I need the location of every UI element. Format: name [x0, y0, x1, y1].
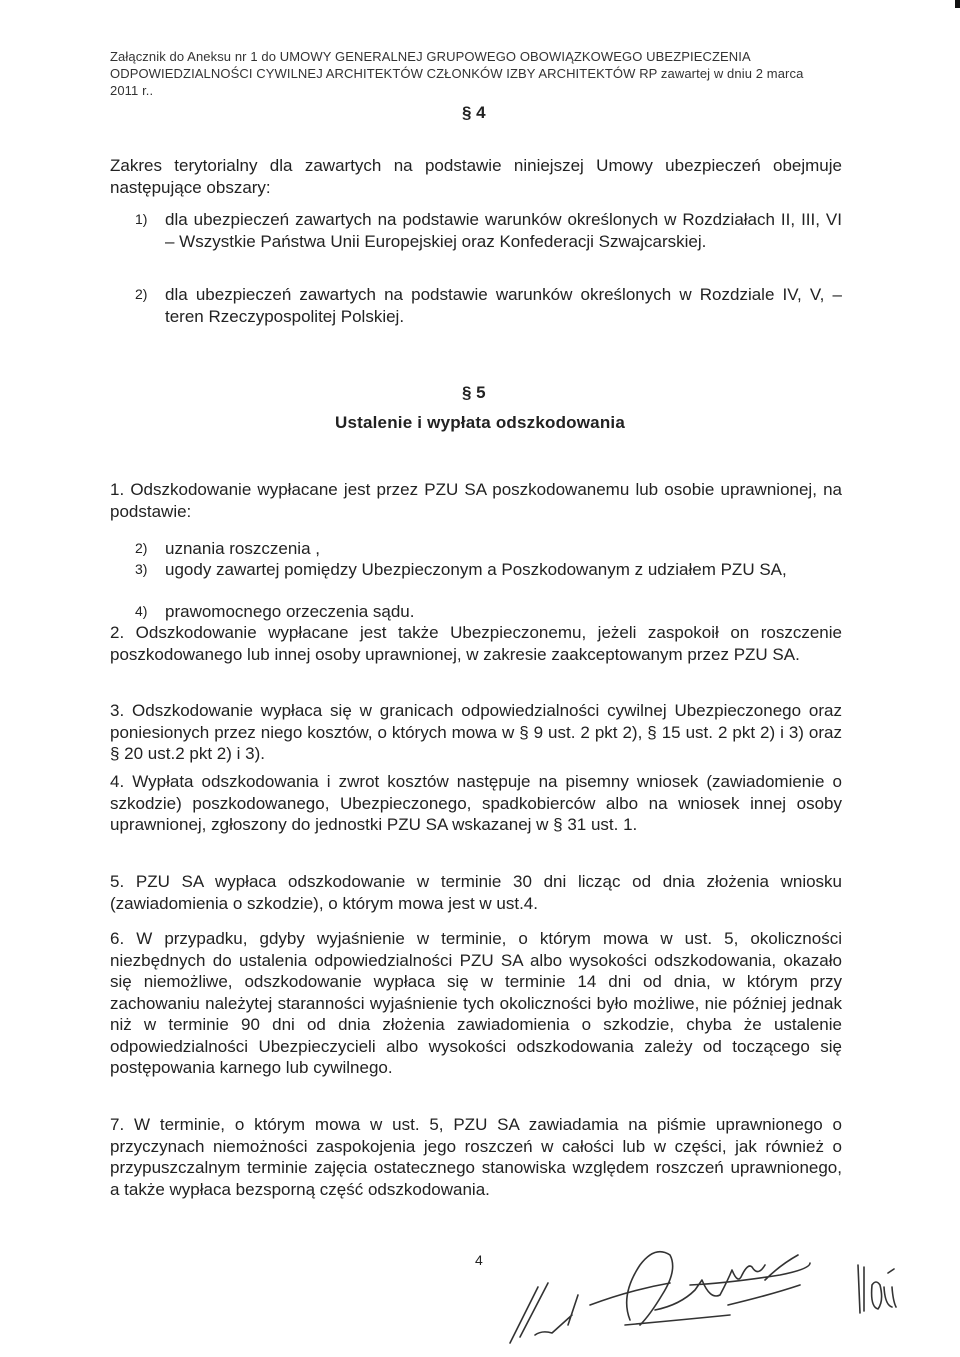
list-text: dla ubezpieczeń zawartych na podstawie warunków określonych w Rozdziale IV, V, – teren Rzeczypospolitej Polskiej.	[165, 285, 842, 326]
header-line-2: ODPOWIEDZIALNOŚCI CYWILNEJ ARCHITEKTÓW CZŁONKÓW IZBY ARCHITEKTÓW RP zawartej w dniu 2 marca	[110, 66, 804, 81]
header-line-1: Załącznik do Aneksu nr 1 do UMOWY GENERALNEJ GRUPOWEGO OBOWIĄZKOWEGO UBEZPIECZENIA	[110, 49, 751, 64]
paragraph-1-item-4	[135, 601, 842, 623]
list-text: uznania roszczenia ,	[165, 539, 320, 558]
paragraph-7: 7. W terminie, o którym mowa w ust. 5, PZU SA zawiadamia na piśmie uprawnionego o przyczynach niemożności zaspokojenia jego roszczeń w całości lub w części, jak również o przypuszczalnym terminie zajęcia ostatecznego stanowiska względem roszczeń uprawnionego, a także wypłaca bezsporną część odszkodowania.	[110, 1115, 842, 1199]
header-line-3: 2011 r..	[110, 83, 154, 98]
section-4-intro: Zakres terytorialny dla zawartych na podstawie niniejszej Umowy ubezpieczeń obejmuje następujące obszary:	[110, 156, 842, 197]
list-number: 3)	[135, 561, 148, 577]
paragraph-5: 5. PZU SA wypłaca odszkodowanie w terminie 30 dni licząc od dnia złożenia wniosku (zawiadomienia o szkodzie), o którym mowa jest w ust.4.	[110, 872, 842, 913]
document-header	[110, 48, 850, 99]
section-5-title: Ustalenie i wypłata odszkodowania	[334, 413, 625, 432]
paragraph-1-item-2	[135, 538, 842, 560]
handwritten-signatures	[480, 1225, 920, 1350]
list-text: prawomocnego orzeczenia sądu.	[165, 602, 415, 621]
paragraph-1: 1. Odszkodowanie wypłacane jest przez PZU SA poszkodowanemu lub osobie uprawnionej, na podstawie:	[110, 480, 842, 521]
handwritten-date	[858, 1265, 896, 1313]
section-4-symbol: § 4	[462, 103, 486, 122]
paragraph-6: 6. W przypadku, gdyby wyjaśnienie w terminie, o którym mowa w ust. 5, okoliczności niezbędnych do ustalenia odpowiedzialności PZU SA albo wysokości odszkodowania, okazało się niemożliwe, odszkodowanie wypłaca się w terminie 14 dni od dnia, w którym przy zachowaniu należytej staranności wyjaśnienie tych okoliczności było możliwe, nie później jednak niż w terminie 90 dni od dnia złożenia zawiadomienia o szkodzie, chyba że ustalenie odpowiedzialności Ubezpieczycieli albo wysokości odszkodowania zależy od toczącego się postępowania karnego lub cywilnego.	[110, 929, 842, 1077]
signature-stroke-1	[510, 1283, 578, 1343]
paragraph-1-item-3	[135, 559, 842, 581]
list-number: 2)	[135, 286, 148, 302]
section-4-item-1	[135, 209, 842, 252]
signature-underline	[625, 1315, 730, 1325]
scan-corner-mark	[955, 0, 960, 8]
signature-stroke-2	[590, 1252, 810, 1325]
paragraph-2: 2. Odszkodowanie wypłacane jest także Ubezpieczonemu, jeżeli zaspokoił on roszczenie poszkodowanego lub innej osoby uprawnionej, w zakresie zaakceptowanym przez PZU SA.	[110, 623, 842, 664]
list-text: dla ubezpieczeń zawartych na podstawie warunków określonych w Rozdziałach II, III, VI – Wszystkie Państwa Unii Europejskiej oraz Konfederacji Szwajcarskiej.	[165, 210, 842, 251]
list-text: ugody zawartej pomiędzy Ubezpieczonym a Poszkodowanym z udziałem PZU SA,	[165, 560, 787, 579]
page-number: 4	[475, 1252, 483, 1268]
paragraph-3: 3. Odszkodowanie wypłaca się w granicach odpowiedzialności cywilnej Ubezpieczonego oraz poniesionych przez niego kosztów, o których mowa w § 9 ust. 2 pkt 2), § 15 ust. 2 pkt 2) i 3) oraz § 20 ust.2 pkt 2) i 3).	[110, 701, 842, 763]
list-number: 2)	[135, 540, 148, 556]
paragraph-4: 4. Wypłata odszkodowania i zwrot kosztów następuje na pisemny wniosek (zawiadomienie o szkodzie) poszkodowanego, Ubezpieczonego, spadkobierców albo na wniosek innej osoby uprawnionej, zgłoszony do jednostki PZU SA wskazanej w § 31 ust. 1.	[110, 772, 842, 834]
list-number: 1)	[135, 211, 148, 227]
section-5-symbol: § 5	[462, 383, 486, 402]
list-number: 4)	[135, 603, 148, 619]
section-4-item-2	[135, 284, 842, 327]
